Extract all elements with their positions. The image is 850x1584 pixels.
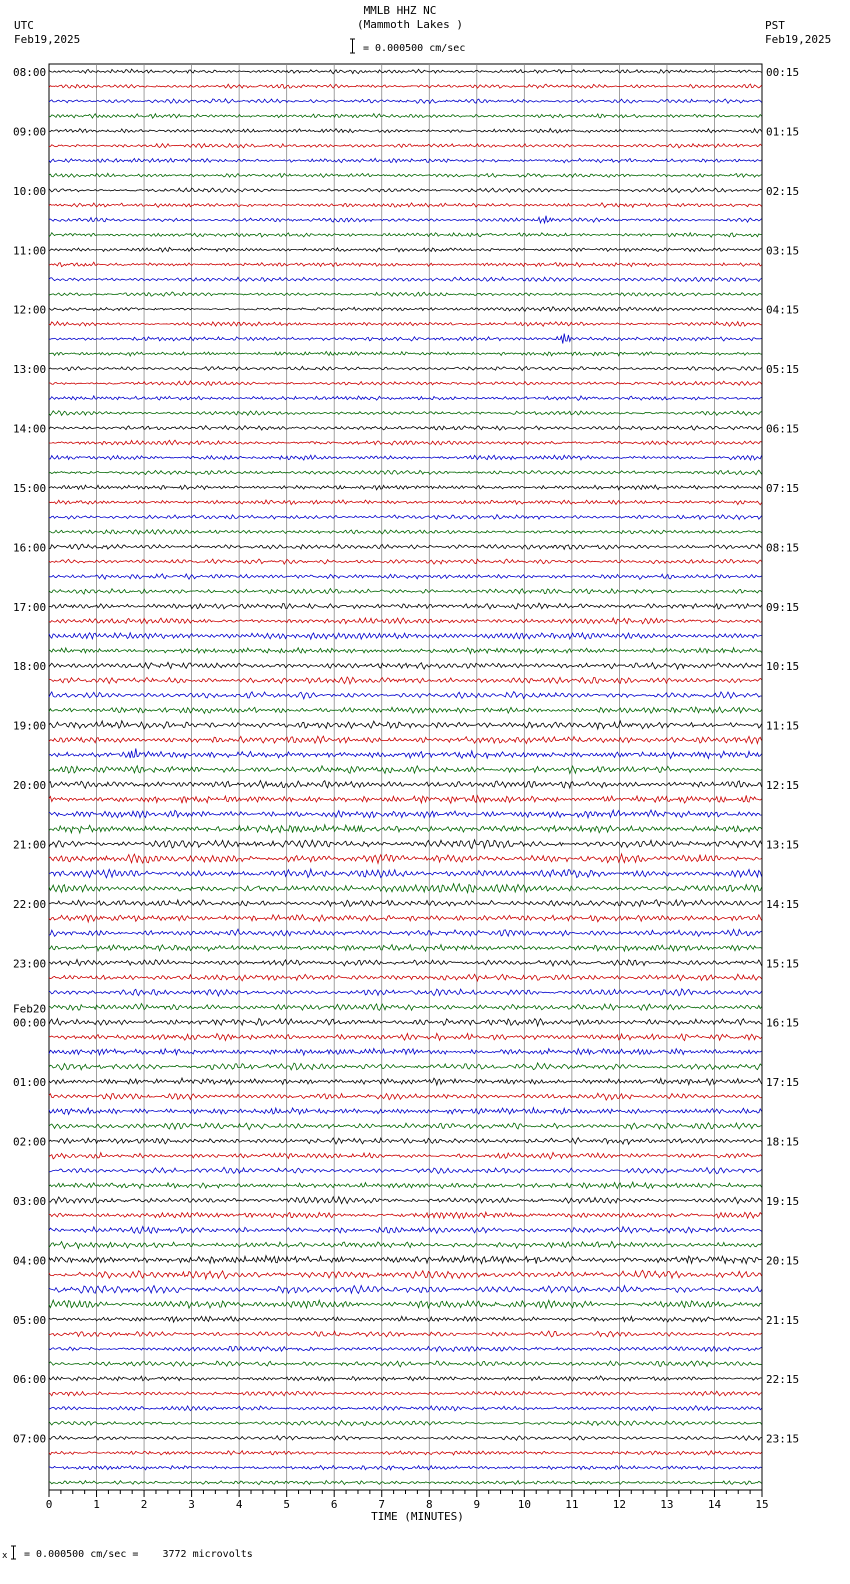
utc-hour-label: 13:00 bbox=[13, 363, 47, 377]
seismic-trace-line bbox=[49, 426, 762, 431]
seismic-trace-line bbox=[49, 869, 762, 878]
utc-hour-label: 18:00 bbox=[13, 660, 47, 674]
pst-hour-label: 07:15 bbox=[766, 481, 800, 495]
seismic-trace-line bbox=[49, 1421, 762, 1426]
seismic-trace-line bbox=[49, 114, 762, 119]
pst-hour-label: 18:15 bbox=[766, 1135, 800, 1149]
seismic-trace-line bbox=[49, 1391, 762, 1396]
seismic-trace-line bbox=[49, 292, 762, 296]
pst-hour-label: 19:15 bbox=[766, 1194, 800, 1208]
seismic-trace-line bbox=[49, 411, 762, 416]
pst-hour-label: 12:15 bbox=[766, 779, 800, 792]
seismic-trace-line bbox=[49, 500, 762, 505]
utc-hour-label: 15:00 bbox=[13, 481, 47, 495]
seismic-trace-line bbox=[49, 1436, 762, 1441]
x-tick-label: 2 bbox=[140, 1498, 148, 1511]
utc-hour-label: 11:00 bbox=[13, 244, 47, 258]
seismic-trace-line bbox=[49, 1153, 762, 1160]
seismic-trace-line bbox=[49, 1123, 762, 1130]
seismic-trace-line bbox=[49, 1004, 762, 1011]
utc-hour-label: 04:00 bbox=[13, 1254, 47, 1268]
seismic-trace-line bbox=[49, 589, 762, 595]
seismic-trace-line bbox=[49, 188, 762, 193]
seismic-trace-line bbox=[49, 854, 762, 863]
seismic-trace-line bbox=[49, 1138, 762, 1145]
pst-hour-label: 01:15 bbox=[766, 125, 800, 139]
left-date-label: Feb19,2025 bbox=[14, 33, 81, 46]
seismic-trace-line bbox=[49, 158, 762, 162]
seismic-trace-line bbox=[49, 677, 762, 684]
seismic-trace-line bbox=[49, 307, 762, 312]
station-title: MMLB HHZ NC bbox=[363, 4, 437, 17]
seismic-trace-line bbox=[49, 485, 762, 490]
seismic-trace-line bbox=[49, 900, 762, 907]
pst-hour-label: 20:15 bbox=[766, 1254, 800, 1268]
seismic-trace-line bbox=[49, 366, 762, 370]
seismic-trace-line bbox=[49, 248, 762, 252]
seismic-trace-line bbox=[49, 1227, 762, 1234]
seismic-trace-line bbox=[49, 810, 762, 818]
seismic-trace-line bbox=[49, 1256, 762, 1264]
seismic-trace-line bbox=[49, 455, 762, 460]
x-tick-label: 5 bbox=[283, 1498, 290, 1511]
x-tick-label: 7 bbox=[378, 1498, 386, 1511]
seismic-trace-line bbox=[49, 1197, 762, 1204]
seismic-trace-line bbox=[49, 544, 762, 549]
seismic-trace-line bbox=[49, 440, 762, 445]
pst-hour-label: 15:15 bbox=[766, 957, 800, 971]
seismic-trace-line bbox=[49, 1376, 762, 1381]
seismic-trace-line bbox=[49, 1093, 762, 1100]
seismic-trace-line bbox=[49, 1466, 762, 1470]
seismic-trace-line bbox=[49, 69, 762, 74]
seismic-trace-line bbox=[49, 530, 762, 535]
seismic-trace-line bbox=[49, 1406, 762, 1411]
seismic-trace-line bbox=[49, 795, 762, 803]
seismic-trace-line bbox=[49, 334, 762, 344]
seismic-trace-line bbox=[49, 1078, 762, 1085]
seismic-trace-line bbox=[49, 515, 762, 520]
utc-hour-label: 01:00 bbox=[13, 1076, 47, 1090]
seismic-trace-line bbox=[49, 1270, 762, 1279]
seismic-trace-line bbox=[49, 1361, 762, 1367]
pst-hour-label: 06:15 bbox=[766, 422, 800, 436]
utc-hour-label: 12:00 bbox=[13, 303, 47, 317]
seismic-trace-line bbox=[49, 781, 762, 789]
x-tick-label: 11 bbox=[565, 1498, 579, 1511]
pst-hour-label: 22:15 bbox=[766, 1373, 800, 1387]
seismic-trace-line bbox=[49, 277, 762, 281]
pst-hour-label: 13:15 bbox=[766, 838, 800, 852]
seismic-trace-line bbox=[49, 1167, 762, 1173]
seismic-trace-line bbox=[49, 1346, 762, 1351]
seismic-trace-line bbox=[49, 1033, 762, 1040]
utc-hour-label: 08:00 bbox=[13, 66, 47, 79]
pst-hour-label: 02:15 bbox=[766, 184, 800, 198]
x-tick-label: 8 bbox=[425, 1498, 433, 1511]
pst-hour-label: 14:15 bbox=[766, 897, 800, 911]
footer-scale-label: = 0.000500 cm/sec = 3772 microvolts bbox=[24, 1549, 253, 1560]
pst-hour-label: 04:15 bbox=[766, 303, 800, 317]
footer-scale-bar-icon bbox=[11, 1546, 16, 1559]
seismic-trace-line bbox=[49, 648, 762, 654]
seismic-trace-line bbox=[49, 766, 762, 774]
seismic-trace-line bbox=[49, 1451, 762, 1455]
utc-hour-label: 21:00 bbox=[13, 838, 47, 852]
x-tick-label: 6 bbox=[330, 1498, 338, 1511]
pst-hour-label: 23:15 bbox=[766, 1432, 800, 1446]
seismic-trace-line bbox=[49, 84, 762, 88]
seismic-trace-line bbox=[49, 470, 762, 475]
seismic-trace-line bbox=[49, 1063, 762, 1070]
pst-hour-label: 05:15 bbox=[766, 363, 800, 377]
seismic-trace-line bbox=[49, 129, 762, 134]
x-tick-label: 3 bbox=[188, 1498, 195, 1511]
seismic-trace-line bbox=[49, 915, 762, 922]
seismic-trace-line bbox=[49, 633, 762, 639]
x-tick-label: 0 bbox=[45, 1498, 53, 1511]
pst-hour-label: 10:15 bbox=[766, 660, 800, 674]
seismic-trace-line bbox=[49, 203, 762, 208]
seismic-trace-line bbox=[49, 748, 762, 758]
footer-prefix: x bbox=[2, 1551, 8, 1561]
seismic-trace-line bbox=[49, 262, 762, 267]
seismic-trace-line bbox=[49, 884, 762, 893]
utc-hour-label: 06:00 bbox=[13, 1373, 47, 1387]
seismic-trace-line bbox=[49, 1316, 762, 1322]
pst-hour-label: 21:15 bbox=[766, 1313, 800, 1327]
utc-hour-label: 07:00 bbox=[13, 1432, 47, 1446]
seismic-trace-line bbox=[49, 173, 762, 177]
x-tick-label: 1 bbox=[93, 1498, 100, 1511]
utc-hour-label: 10:00 bbox=[13, 184, 47, 198]
seismic-trace-line bbox=[49, 99, 762, 104]
x-tick-label: 15 bbox=[755, 1498, 769, 1511]
utc-hour-label: 09:00 bbox=[13, 125, 47, 139]
seismic-trace-line bbox=[49, 1331, 762, 1337]
seismic-trace-line bbox=[49, 840, 762, 849]
seismic-trace-line bbox=[49, 1242, 762, 1249]
seismic-trace-line bbox=[49, 351, 762, 356]
pst-hour-label: 08:15 bbox=[766, 541, 800, 555]
seismic-trace-line bbox=[49, 707, 762, 713]
seismic-trace-line bbox=[49, 960, 762, 967]
seismic-trace-line bbox=[49, 1182, 762, 1188]
date-change-label: Feb20 bbox=[13, 1002, 47, 1016]
x-tick-label: 14 bbox=[707, 1498, 722, 1511]
seismic-trace-line bbox=[49, 233, 762, 237]
right-date-label: Feb19,2025 bbox=[765, 33, 832, 46]
x-axis-label: TIME (MINUTES) bbox=[371, 1510, 464, 1523]
scale-bar-icon bbox=[350, 39, 355, 53]
seismic-trace-line bbox=[49, 144, 762, 148]
utc-hour-label: 17:00 bbox=[13, 600, 47, 614]
utc-hour-label: 16:00 bbox=[13, 541, 47, 555]
seismic-trace-line bbox=[49, 559, 762, 564]
pst-hour-label: 17:15 bbox=[766, 1076, 800, 1090]
pst-hour-label: 00:15 bbox=[766, 66, 800, 79]
seismic-trace-line bbox=[49, 216, 762, 223]
seismic-trace-line bbox=[49, 1049, 762, 1056]
seismic-trace-line bbox=[49, 574, 762, 580]
seismic-trace-line bbox=[49, 736, 762, 744]
seismic-trace-line bbox=[49, 381, 762, 385]
station-location: (Mammoth Lakes ) bbox=[357, 18, 463, 31]
utc-hour-label: 00:00 bbox=[13, 1016, 47, 1030]
x-tick-label: 4 bbox=[235, 1498, 243, 1511]
seismic-trace-line bbox=[49, 1212, 762, 1218]
seismic-trace-line bbox=[49, 1019, 762, 1026]
utc-hour-label: 23:00 bbox=[13, 957, 47, 971]
seismic-trace-line bbox=[49, 721, 762, 729]
pst-hour-label: 11:15 bbox=[766, 719, 800, 733]
pst-hour-label: 16:15 bbox=[766, 1016, 800, 1030]
utc-hour-label: 03:00 bbox=[13, 1194, 47, 1208]
utc-hour-label: 22:00 bbox=[13, 897, 47, 911]
seismic-trace-line bbox=[49, 825, 762, 833]
utc-hour-label: 05:00 bbox=[13, 1313, 47, 1327]
left-timezone-label: UTC bbox=[14, 19, 34, 32]
seismic-trace-line bbox=[49, 1300, 762, 1308]
pst-hour-label: 03:15 bbox=[766, 244, 800, 258]
seismic-trace-line bbox=[49, 603, 762, 609]
utc-hour-label: 14:00 bbox=[13, 422, 47, 436]
seismic-trace-line bbox=[49, 1108, 762, 1115]
x-tick-label: 10 bbox=[517, 1498, 531, 1511]
seismic-trace-line bbox=[49, 692, 762, 699]
x-tick-label: 13 bbox=[660, 1498, 674, 1511]
seismic-trace-line bbox=[49, 989, 762, 996]
seismic-trace-line bbox=[49, 945, 762, 952]
x-tick-label: 12 bbox=[612, 1498, 627, 1511]
seismic-trace-line bbox=[49, 1481, 762, 1485]
seismic-trace-line bbox=[49, 929, 762, 936]
right-timezone-label: PST bbox=[765, 19, 785, 32]
seismic-trace-line bbox=[49, 1286, 762, 1294]
scale-label: = 0.000500 cm/sec bbox=[363, 43, 466, 54]
seismic-trace-line bbox=[49, 396, 762, 401]
utc-hour-label: 19:00 bbox=[13, 719, 47, 733]
utc-hour-label: 20:00 bbox=[13, 779, 47, 792]
utc-hour-label: 02:00 bbox=[13, 1135, 47, 1149]
x-tick-label: 9 bbox=[473, 1498, 481, 1511]
seismic-trace-line bbox=[49, 322, 762, 327]
seismic-trace-line bbox=[49, 974, 762, 981]
seismic-trace-line bbox=[49, 618, 762, 624]
seismic-trace-line bbox=[49, 662, 762, 669]
pst-hour-label: 09:15 bbox=[766, 600, 800, 614]
